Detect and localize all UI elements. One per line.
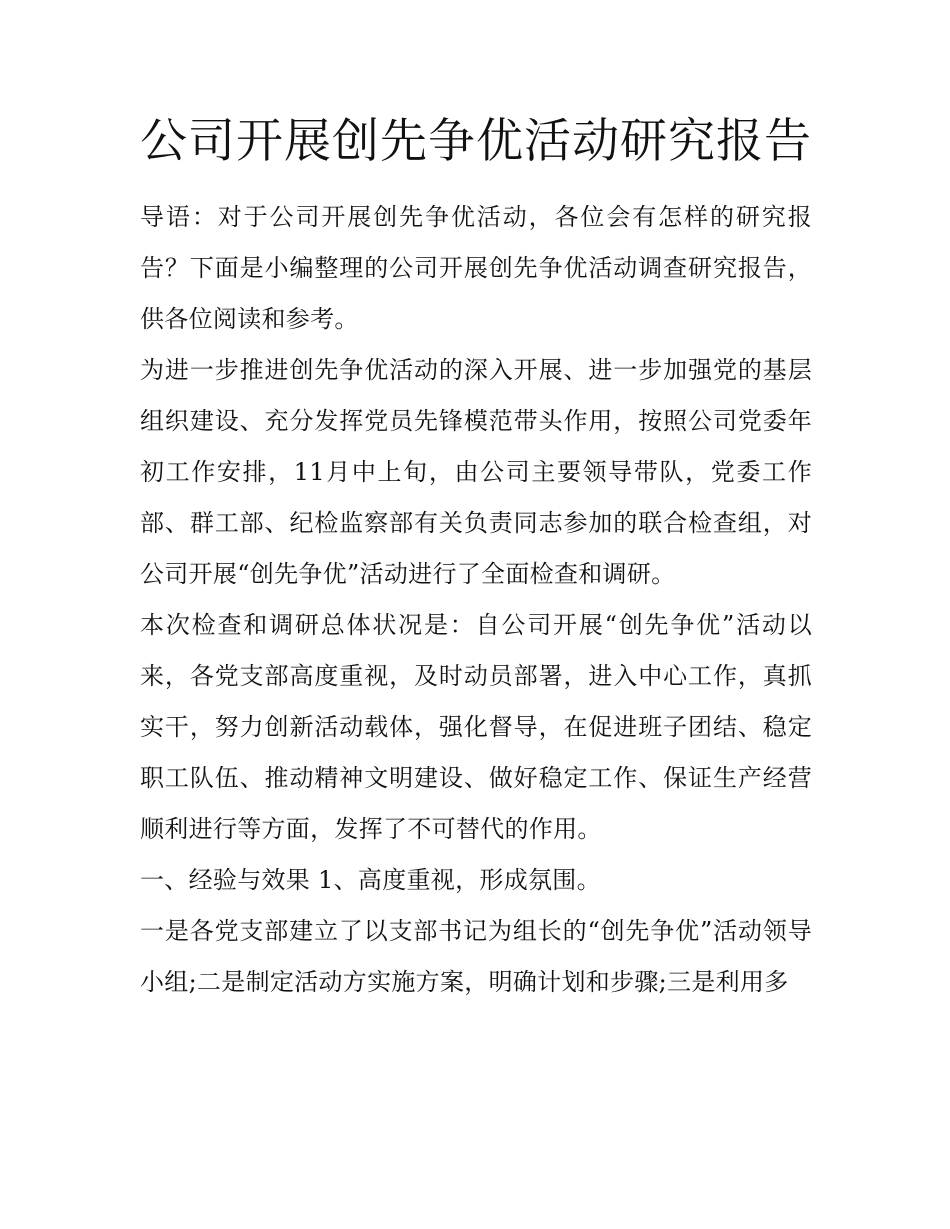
- background-paragraph: 为进一步推进创先争优活动的深入开展、进一步加强党的基层组织建设、充分发挥党员先锋模范带头作用，按照公司党委年初工作安排，11月中上旬，由公司主要领导带队，党委工作部、群工部、纪检监察部有关负责同志参加的联合检查组，对公司开展“创先争优”活动进行了全面检查和调研。: [140, 356, 812, 588]
- overview-paragraph: 本次检查和调研总体状况是：自公司开展“创先争优”活动以来，各党支部高度重视，及时动员部署，进入中心工作，真抓实干，努力创新活动载体，强化督导，在促进班子团结、稳定职工队伍、推动精神文明建设、做好稳定工作、保证生产经营顺利进行等方面，发挥了不可替代的作用。: [140, 611, 812, 843]
- section-heading-paragraph: 一、经验与效果 1、高度重视，形成氛围。: [140, 866, 601, 894]
- detail-paragraph: 一是各党支部建立了以支部书记为组长的“创先争优”活动领导小组;二是制定活动方实施方案，明确计划和步骤;三是利用多: [140, 917, 812, 996]
- document-page: [140, 104, 812, 1008]
- document-body: [140, 192, 812, 1008]
- intro-paragraph: 导语：对于公司开展创先争优活动，各位会有怎样的研究报告？下面是小编整理的公司开展创先争优活动调查研究报告，供各位阅读和参考。: [140, 203, 812, 333]
- document-title: 公司开展创先争优活动研究报告: [140, 114, 812, 169]
